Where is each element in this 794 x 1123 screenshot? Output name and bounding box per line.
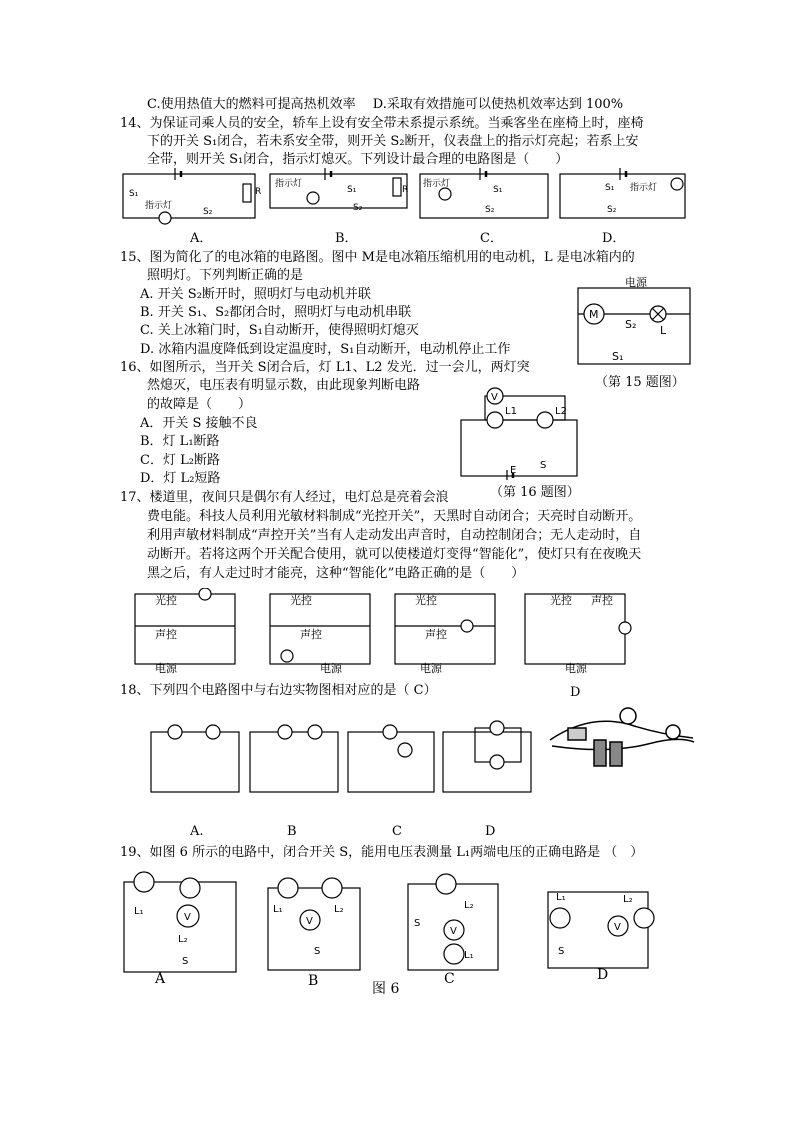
q19-c-l2: L₂	[464, 900, 474, 911]
q14-label-a: A．	[190, 231, 213, 246]
q16-opt-a: A．开关 S 接触不良	[140, 416, 258, 431]
q16-s: S	[540, 460, 547, 471]
q17-circuit-figures	[125, 588, 655, 676]
q15-opt-a: A. 开关 S₂断开时，照明灯与电动机并联	[140, 287, 371, 302]
q15-s2: S₂	[625, 318, 637, 331]
q19-d-l2: L₂	[623, 894, 633, 905]
q18-label-a: A.	[190, 824, 204, 839]
q19-b-l2: L₂	[334, 904, 344, 915]
q18-line1: 18、下列四个电路图中与右边实物图相对应的是（ C）	[120, 683, 437, 698]
q19-label-a: A	[155, 971, 166, 987]
q15-line2: 照明灯。下列判断正确的是	[147, 268, 304, 283]
q17-d-power: 电源	[565, 662, 587, 675]
q19-d-v: V	[614, 922, 621, 933]
q14-circuit-figures	[115, 164, 715, 230]
q14-c-s2: S₂	[485, 205, 495, 215]
q19-a-l1: L₁	[134, 906, 144, 917]
q14-b-s1: S₁	[347, 185, 357, 195]
q17-c-power: 电源	[420, 662, 442, 675]
q14-a-s1: S₁	[129, 189, 139, 199]
q19-a-s: S	[182, 956, 189, 967]
q14-d-s1: S₁	[605, 183, 615, 193]
q17-c-light: 光控	[415, 594, 437, 607]
q19-b-s: S	[314, 946, 321, 957]
q19-circuit-figures	[118, 868, 668, 986]
q17-d-light: 光控	[550, 594, 572, 607]
q14-label-d: D．	[602, 231, 626, 246]
q19-c-v: V	[450, 926, 457, 937]
q13-options-cd: C.使用热值大的燃料可提高热机效率 D.采取有效措施可以使热机效率达到 100%	[147, 97, 624, 112]
q16-l2: L2	[555, 406, 567, 417]
q15-opt-d: D. 冰箱内温度降低到设定温度时，S₁自动断开，电动机停止工作	[140, 342, 511, 357]
q14-label-b: B．	[335, 231, 358, 246]
q19-d-s: S	[558, 946, 565, 957]
q15-s1: S₁	[612, 350, 624, 363]
q14-line2: 下的开关 S₁闭合，若未系安全带，则开关 S₂断开，仪表盘上的指示灯亮起；若系上安	[147, 134, 639, 149]
q17-d-sound: 声控	[591, 594, 613, 607]
q14-line3: 全带，则开关 S₁闭合，指示灯熄灭。下列设计最合理的电路图是（ ）	[147, 152, 569, 167]
q16-circuit	[455, 380, 585, 480]
q16-opt-b: B．灯 L₁断路	[140, 434, 220, 449]
q19-b-v: V	[306, 916, 313, 927]
q16-l1: L1	[505, 406, 517, 417]
q19-c-s: S	[414, 918, 421, 929]
q15-l: L	[660, 324, 667, 337]
q19-c-l1: L₁	[464, 950, 474, 961]
q14-a-r: R	[255, 187, 262, 197]
q17-line1: 17、楼道里，夜间只是偶尔有人经过，电灯总是亮着会浪	[120, 490, 449, 505]
q19-label-c: C	[444, 971, 455, 987]
q17-line3: 利用声敏材料制成“声控开关”当有人走动发出声音时，自动控制闭合；无人走动时，自	[147, 528, 642, 543]
q17-line2: 费电能。科技人员利用光敏材料制成“光控开关”，天黑时自动闭合；天亮时自动断开。	[147, 509, 642, 524]
q17-a-power: 电源	[155, 662, 177, 675]
q14-b-lamp: 指示灯	[275, 179, 303, 189]
q18-physical-circuit-figure	[548, 704, 698, 774]
q14-c-lamp: 指示灯	[423, 179, 451, 189]
q19-b-l1: L₁	[273, 904, 283, 915]
q16-line3: 的故障是（ ）	[147, 397, 252, 412]
q16-line1: 16、如图所示，当开关 S闭合后，灯 L1、L2 发光．过一会儿，两灯突	[120, 360, 530, 375]
q16-v: V	[491, 392, 498, 403]
q14-a-s2: S₂	[203, 207, 213, 217]
q17-a-light: 光控	[155, 594, 177, 607]
q14-label-c: C．	[480, 231, 503, 246]
q14-c-s1: S₁	[493, 185, 503, 195]
q15-line1: 15、图为简化了的电冰箱的电路图。图中 M是电冰箱压缩机用的电动机，L 是电冰箱内的	[120, 250, 635, 265]
q19-line1: 19、如图 6 所示的电路中，闭合开关 S，能用电压表测量 L₁两端电压的正确电路是 （ ）	[120, 845, 644, 860]
q16-opt-c: C．灯 L₂断路	[140, 453, 220, 468]
q18-label-b: B	[287, 824, 297, 839]
q19-a-l2: L₂	[178, 934, 188, 945]
q17-a-sound: 声控	[155, 628, 177, 641]
q15-circuit	[570, 274, 700, 370]
q17-b-light: 光控	[290, 594, 312, 607]
q15-power: 电源	[625, 276, 647, 289]
q19-label-d: D	[597, 967, 609, 983]
q16-line2: 然熄灭，电压表有明显示数，由此现象判断电路	[147, 378, 421, 393]
q16-e: E	[510, 465, 517, 476]
q17-line4: 动断开。若将这两个开关配合使用，就可以使楼道灯变得“智能化”，使灯只有在夜晚天	[147, 547, 642, 562]
q18-label-c: C	[392, 824, 402, 839]
q19-a-v: V	[184, 912, 191, 923]
q16-caption: （第 16 题图）	[490, 485, 580, 500]
q14-a-lamp: 指示灯	[145, 201, 173, 211]
q14-b-r: R	[402, 185, 409, 195]
q19-caption: 图 6	[372, 981, 400, 997]
q14-d-s2: S₂	[607, 205, 617, 215]
q18-label-d: D	[485, 824, 496, 839]
q14-line1: 14、为保证司乘人员的安全，轿车上设有安全带未系提示系统。当乘客坐在座椅上时，座椅	[120, 116, 644, 131]
q18-circuit-figures	[145, 708, 545, 796]
q19-d-l1: L₁	[556, 892, 566, 903]
q15-caption: （第 15 题图）	[595, 375, 685, 390]
q17-b-power: 电源	[320, 662, 342, 675]
q19-label-b: B	[308, 973, 319, 989]
q17-label-d: D	[570, 685, 581, 700]
q16-opt-d: D．灯 L₂短路	[140, 471, 221, 486]
q17-c-sound: 声控	[425, 628, 447, 641]
q14-d-lamp: 指示灯	[630, 183, 658, 193]
q15-m: M	[589, 308, 599, 321]
q15-opt-c: C. 关上冰箱门时，S₁自动断开，使得照明灯熄灭	[140, 323, 419, 338]
q15-opt-b: B. 开关 S₁、S₂都闭合时，照明灯与电动机串联	[140, 305, 412, 320]
q17-line5: 黑之后，有人走过时才能亮，这种“智能化”电路正确的是（ ）	[147, 566, 525, 581]
q17-b-sound: 声控	[300, 628, 322, 641]
q14-b-s2: S₂	[353, 203, 363, 213]
